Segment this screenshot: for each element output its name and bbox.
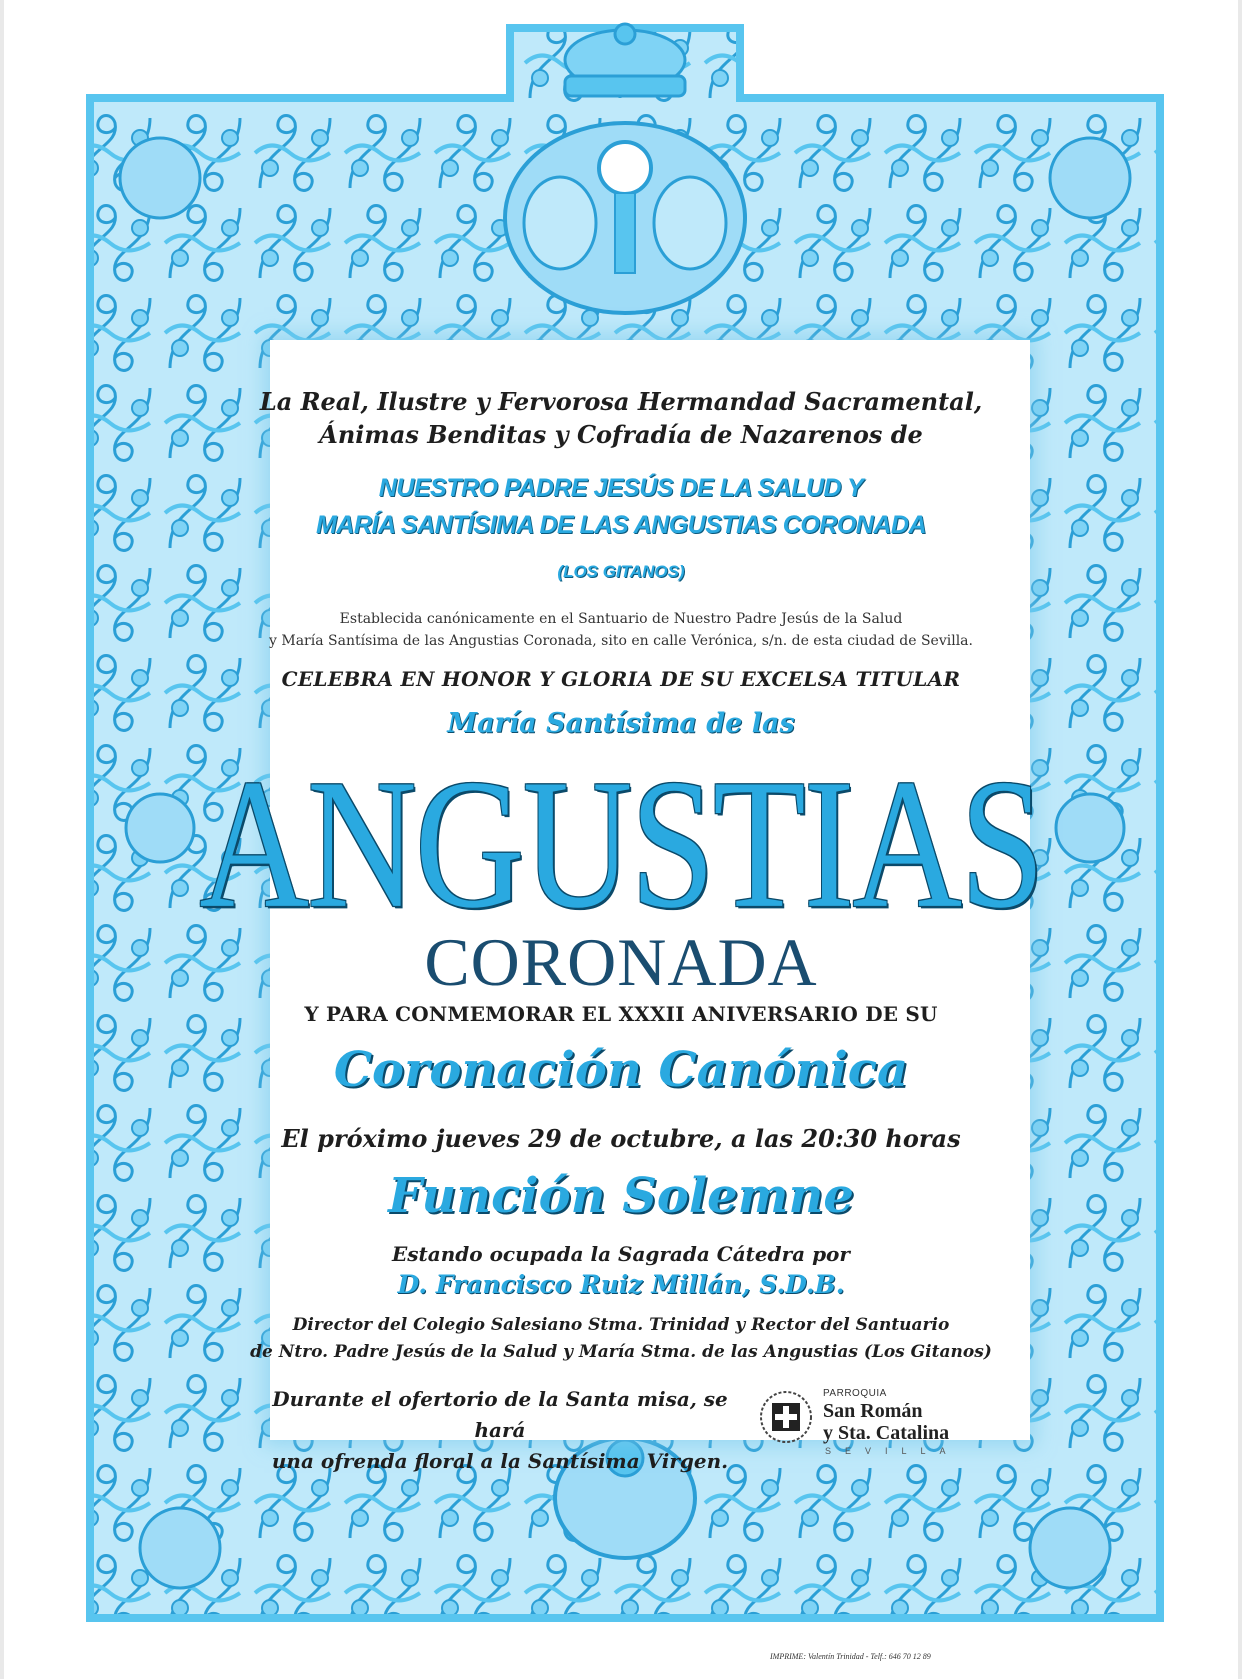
titular-prefix: María Santísima de las — [447, 708, 795, 739]
preacher-name: D. Francisco Ruiz Millán, S.D.B. — [397, 1270, 845, 1299]
brotherhood-nickname: (LOS GITANOS) — [557, 562, 685, 581]
celebra-heading: CELEBRA EN HONOR Y GLORIA DE SU EXCELSA TITULAR — [281, 667, 961, 691]
titular-name: ANGUSTIAS — [199, 741, 1043, 947]
preacher-role — [0, 1312, 1242, 1366]
brotherhood-line: NUESTRO PADRE JESÚS DE LA SALUD Y — [378, 474, 864, 502]
coat-of-arms-icon — [505, 123, 745, 313]
corner-medallion-icon — [120, 138, 200, 218]
parish-label: PARROQUIA — [823, 1388, 887, 1399]
established-line: y María Santísima de las Angustias Coronada, sito en calle Verónica, s/n. de esta ciudad de Sevilla. — [269, 633, 973, 649]
intro-line: Ánimas Benditas y Cofradía de Nazarenos de — [319, 420, 923, 449]
conmemorar-heading: Y PARA CONMEMORAR EL XXXII ANIVERSARIO DE SU — [304, 1002, 938, 1026]
brotherhood-name — [0, 470, 1242, 544]
printer-credit: IMPRIME: Valentín Trinidad - Telf.: 646 70 12 89 — [770, 1652, 931, 1661]
corner-medallion-icon — [140, 1508, 220, 1588]
parish-logo — [755, 1384, 985, 1464]
event-date: El próximo jueves 29 de octubre, a las 20:30 horas — [281, 1124, 961, 1153]
corner-medallion-icon — [1030, 1508, 1110, 1588]
parish-city: SEVILLA — [825, 1446, 960, 1456]
role-line: de Ntro. Padre Jesús de la Salud y María Stma. de las Angustias (Los Gitanos) — [250, 1342, 992, 1362]
brotherhood-line: MARÍA SANTÍSIMA DE LAS ANGUSTIAS CORONADA — [315, 511, 927, 539]
offering-line: Durante el ofertorio de la Santa misa, se hará — [272, 1387, 728, 1442]
established-line: Establecida canónicamente en el Santuario de Nuestro Padre Jesús de la Salud — [339, 611, 903, 627]
brotherhood-intro — [0, 385, 1242, 451]
corner-medallion-icon — [1050, 138, 1130, 218]
event-title: Función Solemne — [388, 1168, 854, 1224]
established-note — [0, 608, 1242, 652]
parish-name-line: San Román — [823, 1400, 923, 1422]
offering-note — [265, 1384, 735, 1477]
catedra-line: Estando ocupada la Sagrada Cátedra por — [392, 1242, 850, 1266]
intro-line: La Real, Ilustre y Fervorosa Hermandad Sacramental, — [259, 387, 983, 416]
offering-line: una ofrenda floral a la Santísima Virgen. — [271, 1449, 729, 1473]
parish-name — [823, 1400, 949, 1444]
titular-suffix: CORONADA — [424, 924, 818, 1000]
role-line: Director del Colegio Salesiano Stma. Trinidad y Rector del Santuario — [292, 1315, 950, 1335]
parish-cross-icon — [759, 1390, 813, 1444]
coronacion-title: Coronación Canónica — [333, 1042, 909, 1098]
parish-name-line: y Sta. Catalina — [823, 1422, 950, 1444]
